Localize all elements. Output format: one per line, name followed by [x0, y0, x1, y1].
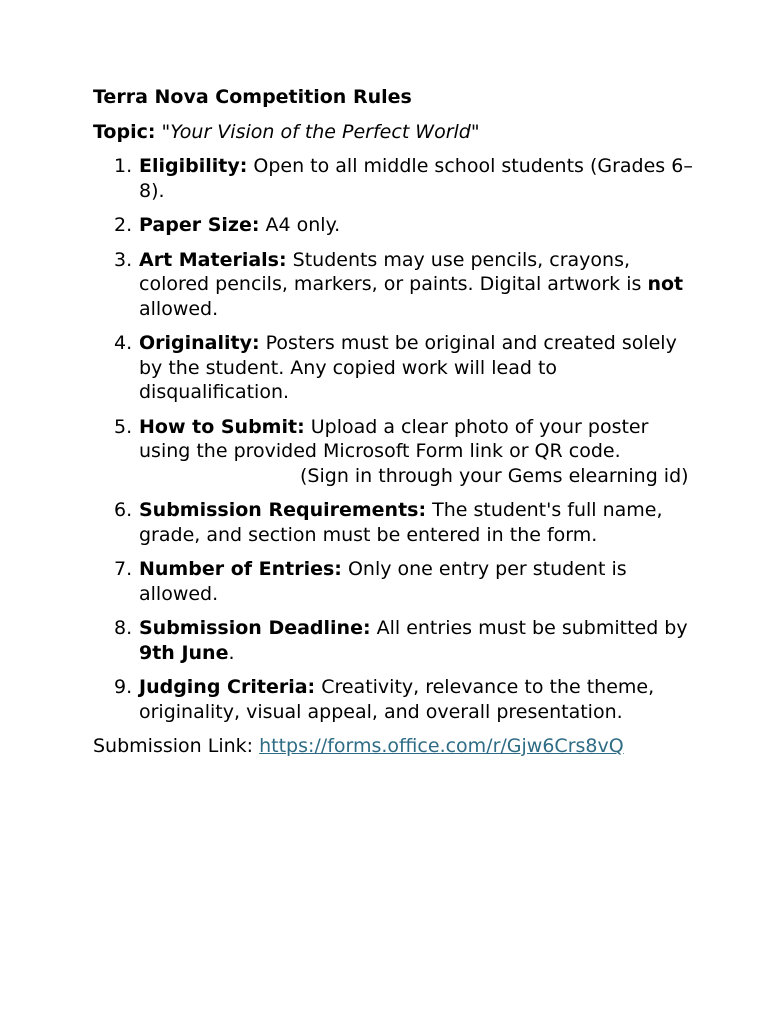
submission-link-label: Submission Link:: [93, 735, 254, 757]
rule-heading: Paper Size:: [139, 214, 260, 236]
topic-line: [93, 120, 693, 145]
topic-close-quote: ": [470, 120, 480, 143]
rule-number: 5.: [114, 415, 133, 438]
submission-link-line: [93, 734, 693, 759]
rule-number: 4.: [114, 332, 133, 354]
rule-text: Open to all middle school students (Grades 6–8).: [139, 155, 693, 202]
rule-item-submission-deadline: [93, 616, 693, 665]
rule-item-originality: [93, 331, 693, 405]
rule-text: Creativity, relevance to the theme, originality, visual appeal, and overall presentation.: [139, 676, 655, 723]
topic-label: Topic:: [93, 120, 156, 143]
rule-item-how-to-submit: [93, 415, 693, 489]
rule-text-after: allowed.: [139, 297, 219, 320]
rule-number: 2.: [114, 214, 133, 236]
rule-heading: Submission Deadline:: [139, 617, 371, 639]
rules-list: [93, 154, 693, 724]
submission-link[interactable]: https://forms.office.com/r/Gjw6Crs8vQ: [259, 735, 624, 757]
rule-item-paper-size: [93, 213, 693, 238]
rule-heading: Eligibility:: [139, 155, 248, 177]
rule-text: Upload a clear photo of your poster using the provided Microsoft Form link or QR code.: [139, 415, 649, 462]
rule-text: A4 only.: [265, 214, 341, 236]
rule-text: Students may use pencils, crayons, colored pencils, markers, or paints. Digital artwork is: [139, 248, 642, 295]
rule-heading: Art Materials:: [139, 248, 287, 271]
rule-text-after: .: [228, 641, 235, 664]
rule-number: 8.: [114, 617, 133, 639]
document-title: Terra Nova Competition Rules: [93, 86, 412, 108]
rule-emphasis: 9th June: [139, 641, 229, 664]
rule-emphasis: not: [647, 273, 684, 295]
rule-number: 7.: [114, 558, 133, 580]
rule-text: Only one entry per student is allowed.: [139, 558, 627, 605]
rule-heading: Originality:: [139, 332, 260, 354]
rule-number: 1.: [114, 155, 133, 177]
rule-heading: How to Submit:: [139, 415, 305, 438]
rule-text: Posters must be original and created solely by the student. Any copied work will lead to disqualification.: [139, 332, 677, 403]
rule-number: 3.: [114, 248, 133, 271]
rule-heading: Submission Requirements:: [139, 499, 427, 521]
rule-item-eligibility: [93, 154, 693, 203]
rule-item-number-of-entries: [93, 557, 693, 606]
rule-text: All entries must be submitted by: [376, 617, 688, 639]
rule-text: The student's full name, grade, and section must be entered in the form.: [139, 499, 663, 546]
topic-open-quote: ": [161, 120, 171, 143]
topic-value: Your Vision of the Perfect World: [170, 120, 471, 143]
document-page: [93, 85, 693, 759]
rule-heading: Judging Criteria:: [139, 676, 316, 698]
rule-number: 6.: [114, 499, 133, 521]
rule-item-art-materials: [93, 248, 693, 322]
rule-heading: Number of Entries:: [139, 558, 342, 580]
rule-item-judging-criteria: [93, 675, 693, 724]
rule-number: 9.: [114, 676, 133, 698]
rule-text-after: (Sign in through your Gems elearning id): [300, 464, 689, 487]
rule-item-submission-requirements: [93, 498, 693, 547]
